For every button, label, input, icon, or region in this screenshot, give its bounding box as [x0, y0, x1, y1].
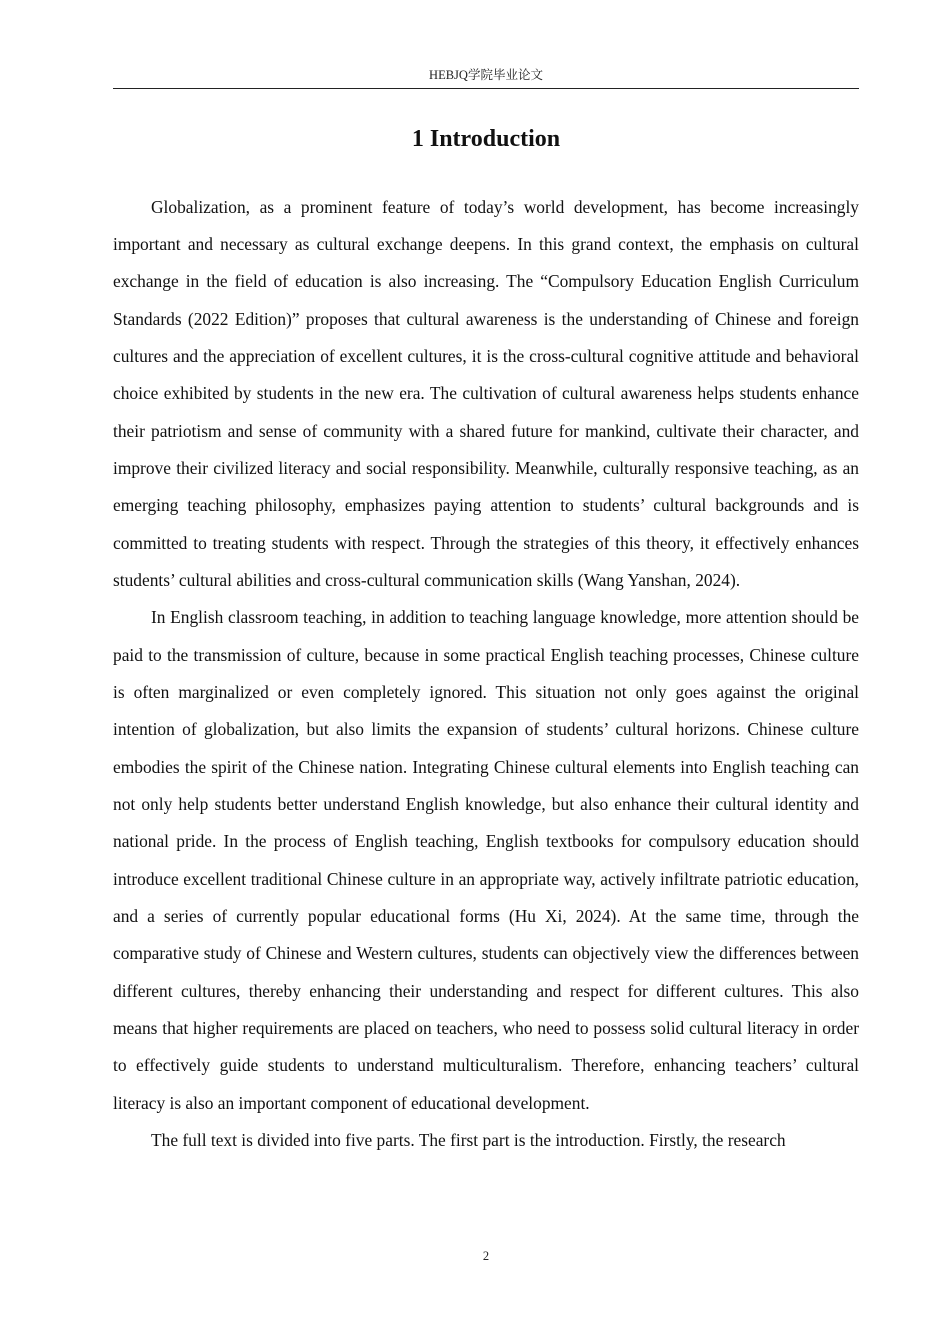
page-number: 2	[482, 1249, 490, 1263]
paragraph: The full text is divided into five parts. The first part is the introduction. Firstly, the research	[151, 1130, 786, 1151]
header-rule	[113, 88, 859, 89]
chapter-title: 1 Introduction	[411, 126, 561, 152]
body-text	[113, 189, 859, 1160]
paragraph: Globalization, as a prominent feature of today’s world development, has become increasingly important and necessary as cultural exchange deepens. In this grand context, the emphasis on cultural exchange in the field of education is also increasing. The “Compulsory Education English Curriculum Standards (2022 Edition)” proposes that cultural awareness is the understanding of Chinese and foreign cultures and the appreciation of excellent cultures, it is the cross-cultural cognitive attitude and behavioral choice exhibited by students in the new era. The cultivation of cultural awareness helps students enhance their patriotism and sense of community with a shared future for mankind, cultivate their character, and improve their civilized literacy and social responsibility. Meanwhile, culturally responsive teaching, as an emerging teaching philosophy, emphasizes paying attention to students’ cultural backgrounds and is committed to treating students with respect. Through the strategies of this theory, it effectively enhances students’ cultural abilities and cross-cultural communication skills (Wang Yanshan, 2024).	[113, 196, 859, 590]
running-header: HEBJQ学院毕业论文	[429, 68, 543, 82]
paragraph: In English classroom teaching, in addition to teaching language knowledge, more attention should be paid to the transmission of culture, because in some practical English teaching processes, Chinese culture is often marginalized or even completely ignored. This situation not only goes against the original intention of globalization, but also limits the expansion of students’ cultural horizons. Chinese culture embodies the spirit of the Chinese nation. Integrating Chinese cultural elements into English teaching can not only help students better understand English knowledge, but also enhance their cultural identity and national pride. In the process of English teaching, English textbooks for compulsory education should introduce excellent traditional Chinese culture in an appropriate way, actively infiltrate patriotic education, and a series of currently popular educational forms (Hu Xi, 2024). At the same time, through the comparative study of Chinese and Western cultures, students can objectively view the differences between different cultures, thereby enhancing their understanding and respect for different cultures. This also means that higher requirements are placed on teachers, who need to possess solid cultural literacy in order to effectively guide students to understand multiculturalism. Therefore, enhancing teachers’ cultural literacy is also an important component of educational development.	[113, 607, 859, 1113]
